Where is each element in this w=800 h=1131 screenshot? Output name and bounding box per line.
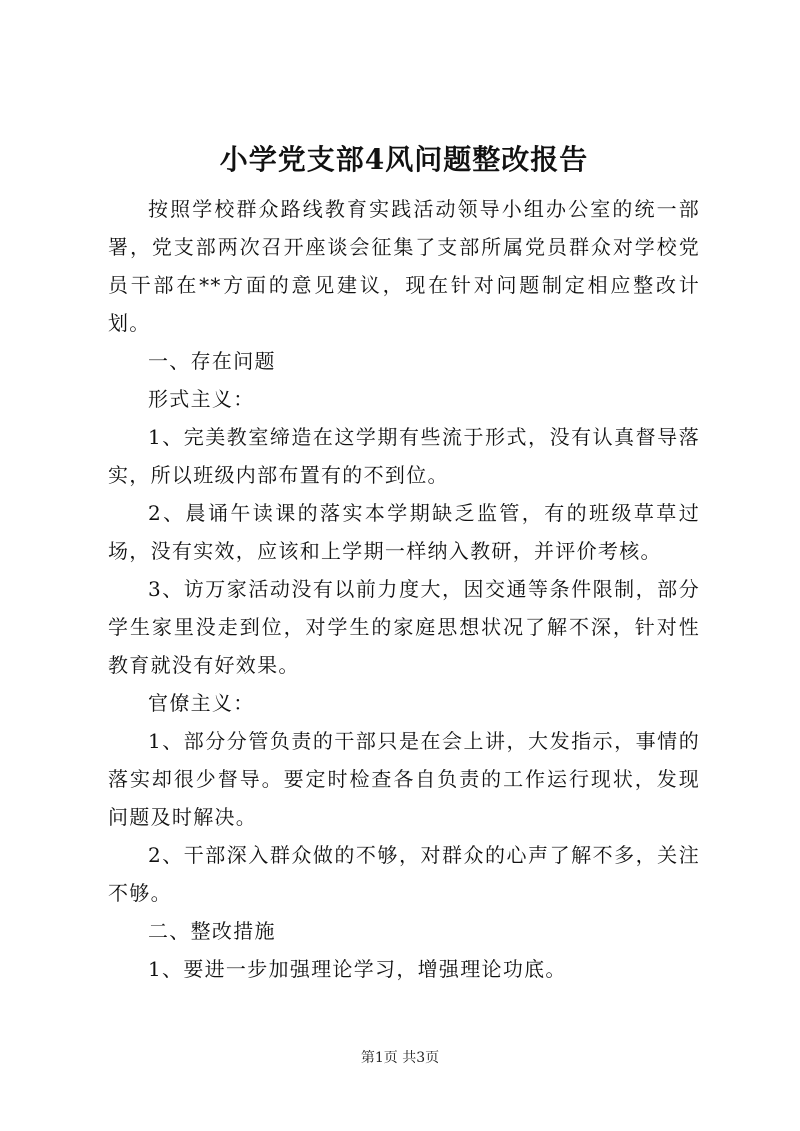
paragraph-intro: 按照学校群众路线教育实践活动领导小组办公室的统一部署，党支部两次召开座谈会征集了支部所属党员群众对学校党员干部在**方面的意见建议，现在针对问题制定相应整改计划。 [108,197,700,335]
page-indicator: 第1页 共3页 [360,1050,440,1066]
paragraph-bureaucracy-1: 1、部分分管负责的干部只是在会上讲，大发指示，事情的落实却很少督导。要定时检查各自负责的工作运行现状，发现问题及时解决。 [108,729,700,829]
paragraph-measures-1: 1、要进一步加强理论学习，增强理论功底。 [148,957,567,981]
subheading-bureaucracy: 官僚主义： [148,691,255,715]
section-heading-measures: 二、整改措施 [148,919,276,943]
section-heading-problems: 一、存在问题 [148,349,276,373]
document-title: 小学党支部4风问题整改报告 [219,143,589,176]
paragraph-formalism-3: 3、访万家活动没有以前力度大，因交通等条件限制，部分学生家里没走到位，对学生的家庭思想状况了解不深，针对性教育就没有好效果。 [108,577,700,677]
paragraph-bureaucracy-2: 2、干部深入群众做的不够，对群众的心声了解不多，关注不够。 [108,843,700,905]
paragraph-formalism-1: 1、完美教室缔造在这学期有些流于形式，没有认真督导落实，所以班级内部布置有的不到位。 [108,425,700,487]
subheading-formalism: 形式主义： [148,387,255,411]
paragraph-formalism-2: 2、晨诵午读课的落实本学期缺乏监管，有的班级草草过场，没有实效，应该和上学期一样纳入教研，并评价考核。 [108,501,700,563]
document-body [108,190,700,988]
